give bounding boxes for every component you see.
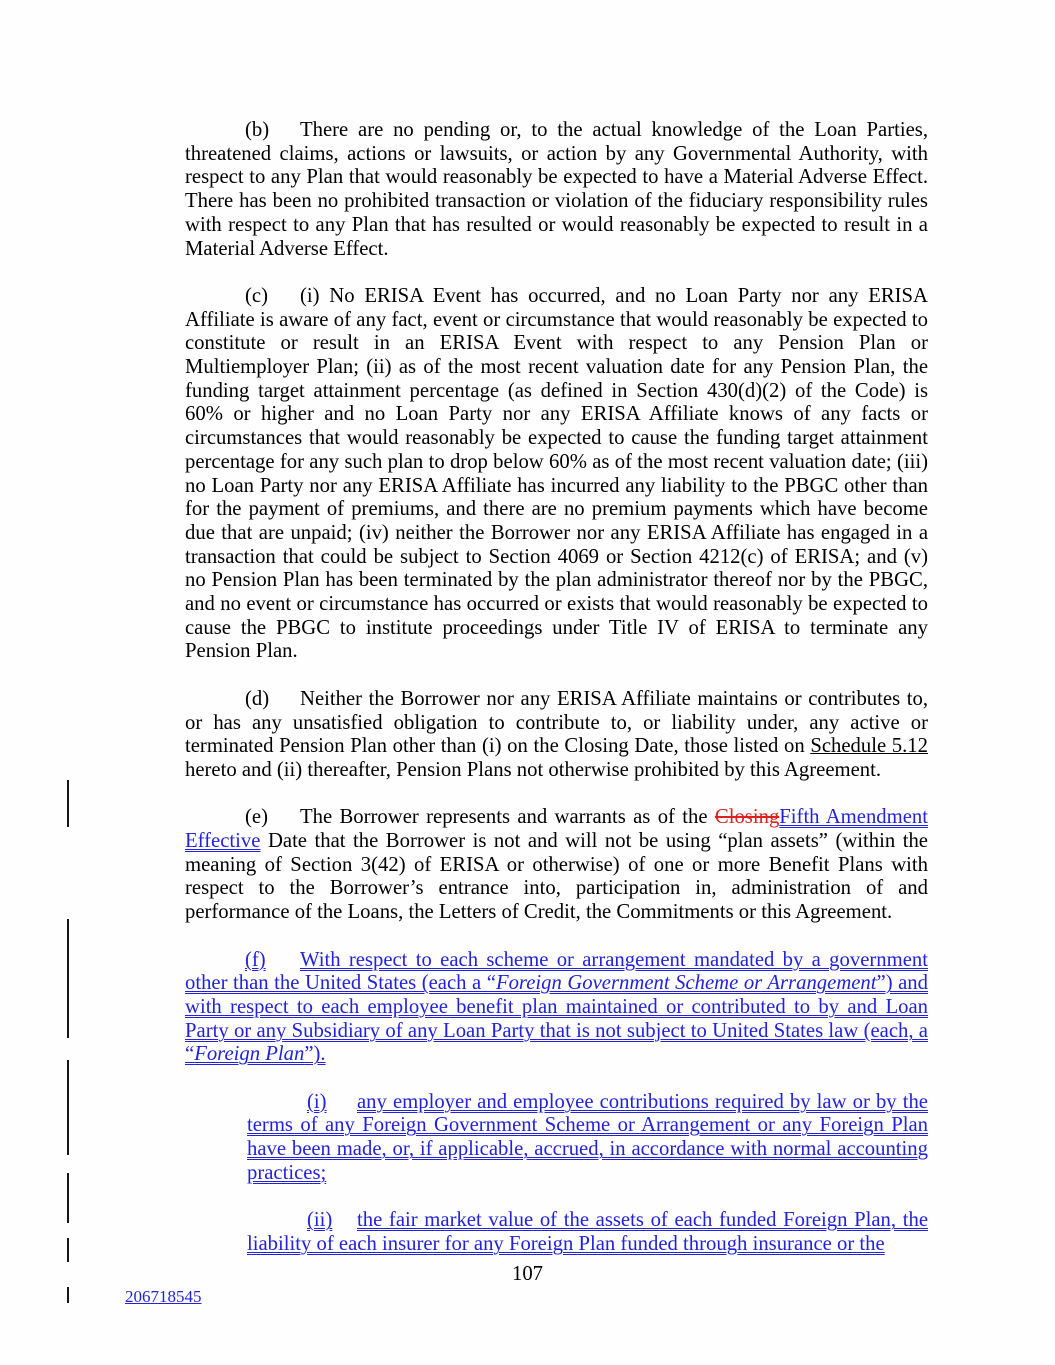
text-segment-inserted: With respect to each scheme or arrangement mandated by a government other than the United States (each a “ <box>185 948 928 995</box>
change-bar-6 <box>67 1287 69 1303</box>
text-segment-normal: hereto and (ii) thereafter, Pension Plans not otherwise prohibited by this Agreement. <box>185 758 882 781</box>
paragraph-f-ii <box>247 1209 928 1256</box>
paragraph-marker-f: (f) <box>245 948 266 971</box>
change-bar-2 <box>67 919 69 1038</box>
text-segment-inserted: any employer and employee contributions required by law or by the terms of any Foreign Government Scheme or Arrangement or any Foreign Plan have been made, or, if applicable, accrued, in accordance with normal accounting practices; <box>247 1090 928 1184</box>
text-segment-underline: Schedule 5.12 <box>810 735 928 758</box>
paragraph-c <box>185 285 928 664</box>
paragraph-marker-f-i: (i) <box>307 1090 327 1113</box>
document-id-stamp: 206718545 <box>125 1287 202 1306</box>
text-segment-inserted: ”) and with respect to each employee benefit plan maintained or contributed to by and Loan Party or any Subsidiary of any Loan Party that is not subject to United States law (each, a “ <box>185 972 928 1066</box>
change-bar-1 <box>67 780 69 827</box>
paragraph-marker-d: (d) <box>245 687 270 710</box>
text-segment-normal: Date that the Borrower is not and will not be using “plan assets” (within the meaning of Section 3(42) of ERISA or otherwise) of one or more Benefit Plans with respect to the Borrower’s entrance into, participation in, administration of and performance of the Loans, the Letters of Credit, the Commitments or this Agreement. <box>185 830 928 924</box>
text-segment-normal: Neither the Borrower nor any ERISA Affiliate maintains or contributes to, or has any unsatisfied obligation to contribute to, or liability under, any active or terminated Pension Plan other than (i) on the Closing Date, those listed on <box>185 687 928 758</box>
text-segment-inserted: Fifth Amendment Effective <box>185 806 928 853</box>
change-bar-5 <box>67 1238 69 1262</box>
paragraph-marker-e: (e) <box>245 806 268 829</box>
text-segment-normal: The Borrower represents and warrants as of the <box>300 806 715 829</box>
paragraph-marker-f-ii: (ii) <box>307 1209 333 1232</box>
change-bar-3 <box>67 1060 69 1155</box>
page-number: 107 <box>511 1263 544 1285</box>
text-segment-deleted: Closing <box>714 806 780 829</box>
paragraph-e <box>185 806 928 925</box>
text-segment-inserted: ”). <box>304 1043 326 1066</box>
text-segment-normal: There are no pending or, to the actual knowledge of the Loan Parties, threatened claims, actions or lawsuits, or action by any Governmental Authority, with respect to any Plan that would reasonably be expected to have a Material Adverse Effect. There has been no prohibited transaction or violation of the fiduciary responsibility rules with respect to any Plan that has resulted or would reasonably be expected to result in a Material Adverse Effect. <box>185 119 928 260</box>
text-segment-inserted-italic: Foreign Government Scheme or Arrangement <box>495 972 877 995</box>
text-segment-normal: (i) No ERISA Event has occurred, and no Loan Party nor any ERISA Affiliate is aware of any fact, event or circumstance that would reasonably be expected to constitute or result in an ERISA Event with respect to any Pension Plan or Multiemployer Plan; (ii) as of the most recent valuation date for any Pension Plan, the funding target attainment percentage (as defined in Section 430(d)(2) of the Code) is 60% or higher and no Loan Party nor any ERISA Affiliate knows of any facts or circumstances that would reasonably be expected to cause the funding target attainment percentage for any such plan to drop below 60% as of the most recent valuation date; (iii) no Loan Party nor any ERISA Affiliate has incurred any liability to the PBGC other than for the payment of premiums, and there are no premium payments which have become due that are unpaid; (iv) neither the Borrower nor any ERISA Affiliate has engaged in a transaction that could be subject to Section 4069 or Section 4212(c) of ERISA; and (v) no Pension Plan has been terminated by the plan administrator thereof nor by the PBGC, and no event or circumstance has occurred or exists that would reasonably be expected to cause the PBGC to institute proceedings under Title IV of ERISA to terminate any Pension Plan. <box>185 284 928 663</box>
paragraph-f <box>185 949 928 1068</box>
text-segment-inserted-italic: Foreign Plan <box>194 1043 305 1066</box>
paragraph-marker-b: (b) <box>245 119 270 141</box>
change-bar-4 <box>67 1173 69 1223</box>
text-segment-inserted: the fair market value of the assets of each funded Foreign Plan, the liability of each insurer for any Foreign Plan funded through insurance or the <box>247 1209 928 1255</box>
document-body <box>185 119 928 1280</box>
paragraph-b <box>185 119 928 261</box>
paragraph-marker-c: (c) <box>245 284 268 307</box>
paragraph-d <box>185 688 928 783</box>
paragraph-f-i <box>247 1091 928 1186</box>
